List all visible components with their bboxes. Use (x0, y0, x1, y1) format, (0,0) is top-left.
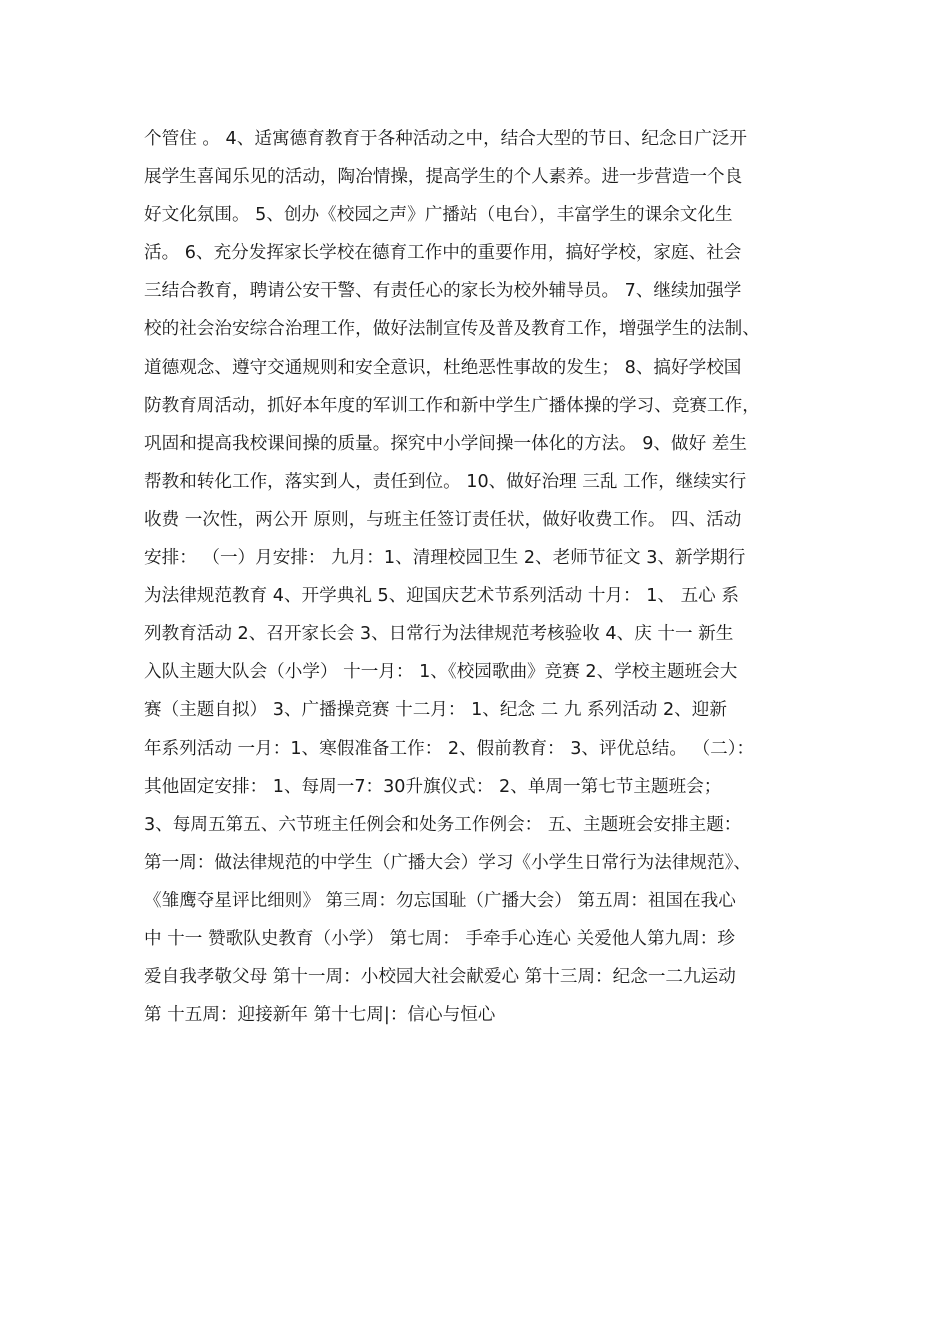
text-line: 列教育活动 2、召开家长会 3、日常行为法律规范考核验收 4、庆 十一 新生 (144, 624, 734, 645)
text-line: 入队主题大队会（小学） 十一月： 1、《校园歌曲》竞赛 2、学校主题班会大 (144, 662, 738, 683)
text-line: 收费 一次性，两公开 原则，与班主任签订责任状，做好收费工作。 四、活动 (144, 509, 742, 530)
text-line: 其他固定安排： 1、每周一7：30升旗仪式： 2、单周一第七节主题班会； (144, 776, 722, 797)
text-line: 3、每周五第五、六节班主任例会和处务工作例会： 五、主题班会安排主题： (144, 814, 742, 835)
text-line: 第 十五周：迎接新年 第十七周|：信心与恒心 (144, 1005, 496, 1026)
text-line: 活。 6、充分发挥家长学校在德育工作中的重要作用，搞好学校，家庭、社会 (144, 243, 742, 264)
text-line: 赛（主题自拟） 3、广播操竞赛 十二月： 1、纪念 二 九 系列活动 2、迎新 (144, 700, 727, 721)
body-text (144, 120, 834, 1034)
text-line: 安排： （一）月安排： 九月：1、清理校园卫生 2、老师节征文 3、新学期行 (144, 548, 746, 569)
text-line: 帮教和转化工作，落实到人，责任到位。 10、做好治理 三乱 工作，继续实行 (144, 471, 747, 492)
text-line: 第一周：做法律规范的中学生（广播大会）学习《小学生日常行为法律规范》、 (144, 852, 751, 873)
text-line: 道德观念、遵守交通规则和安全意识，杜绝恶性事故的发生； 8、搞好学校国 (144, 357, 742, 378)
text-line: 爱自我孝敬父母 第十一周：小校园大社会献爱心 第十三周：纪念一二九运动 (144, 967, 736, 988)
text-line: 个管住 。 4、适寓德育教育于各种活动之中，结合大型的节日、纪念日广泛开 (144, 129, 747, 149)
text-line: 《雏鹰夺星评比细则》 第三周：勿忘国耻（广播大会） 第五周：祖国在我心 (144, 890, 736, 911)
text-line: 中 十一 赞歌队史教育（小学） 第七周： 手牵手心连心 关爱他人第九周：珍 (144, 928, 735, 949)
text-line: 三结合教育，聘请公安干警、有责任心的家长为校外辅导员。 7、继续加强学 (144, 281, 742, 302)
text-line: 为法律规范教育 4、开学典礼 5、迎国庆艺术节系列活动 十月： 1、 五心 系 (144, 586, 739, 607)
text-line: 校的社会治安综合治理工作，做好法制宣传及普及教育工作，增强学生的法制、 (144, 319, 760, 340)
text-line: 防教育周活动，抓好本年度的军训工作和新中学生广播体操的学习、竞赛工作， (144, 395, 760, 416)
text-line: 展学生喜闻乐见的活动，陶冶情操，提高学生的个人素养。进一步营造一个良 (144, 167, 743, 188)
text-line: 巩固和提高我校课间操的质量。探究中小学间操一体化的方法。 9、做好 差生 (144, 433, 747, 454)
text-line: 好文化氛围。 5、创办《校园之声》广播站（电台），丰富学生的课余文化生 (144, 205, 733, 226)
text-line: 年系列活动 一月：1、寒假准备工作： 2、假前教育： 3、评优总结。 （二）： (144, 738, 755, 759)
